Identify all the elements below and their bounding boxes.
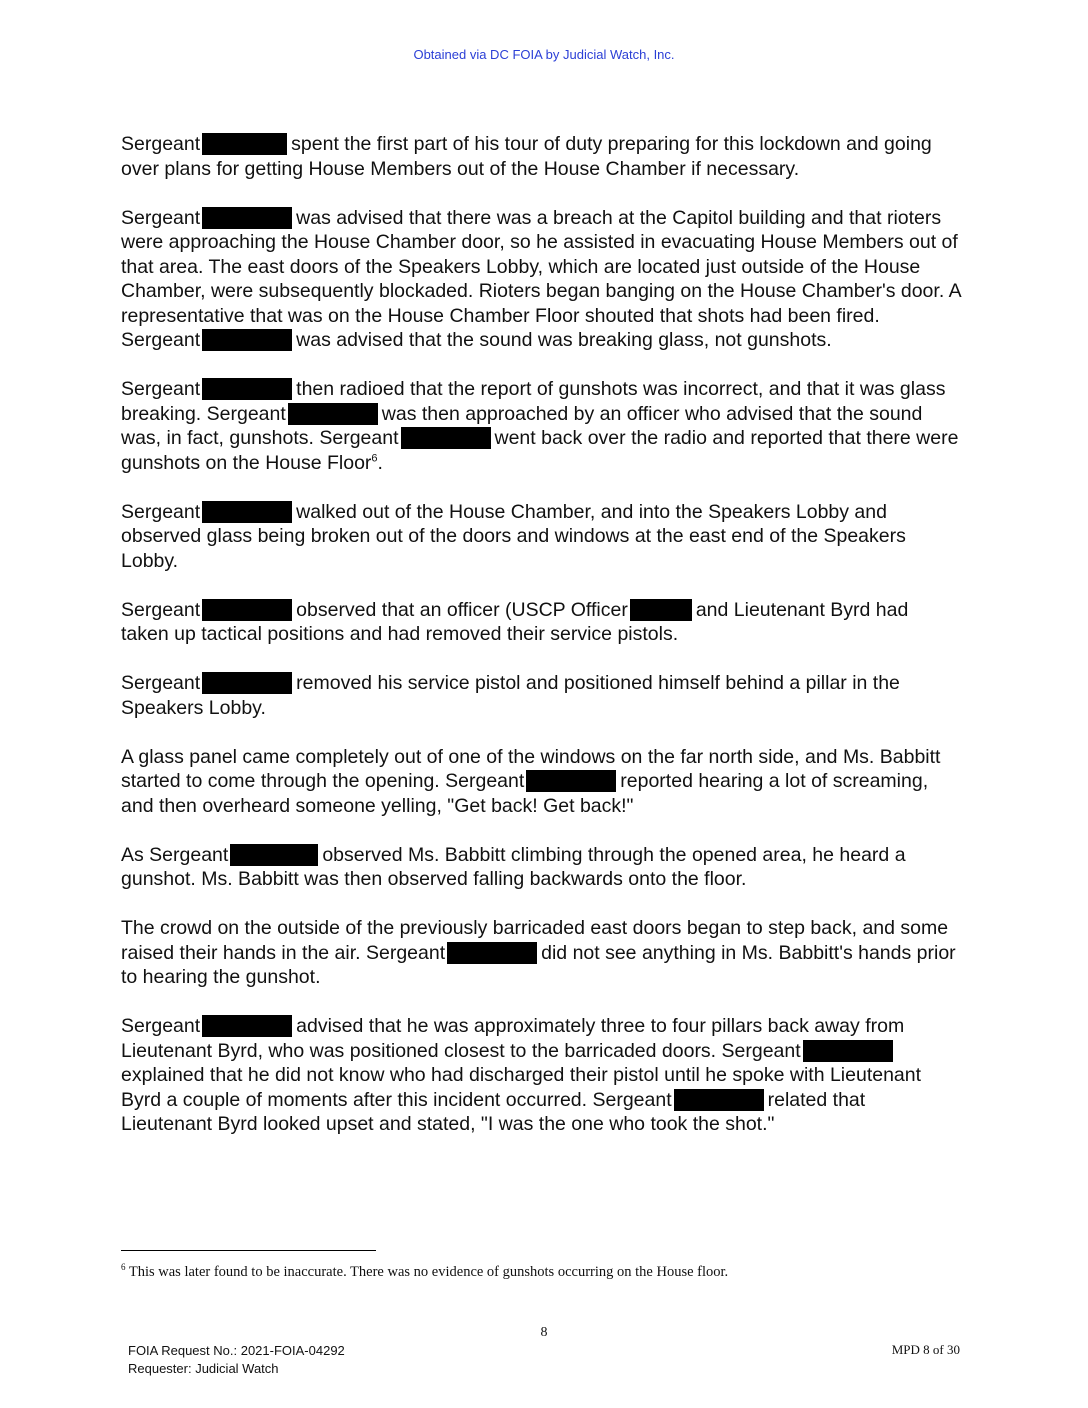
redaction-bar xyxy=(674,1089,764,1111)
text: walked out of the House Chamber, and into the Speakers Lobby and observed glass being broken out of the doors and windows at the east end of the Speakers Lobby. xyxy=(121,500,906,572)
paragraph-7 xyxy=(121,745,961,819)
redaction-bar xyxy=(202,599,292,621)
paragraph-3 xyxy=(121,377,961,475)
text: was advised that there was a breach at the Capitol building and that rioters were approaching the House Chamber door, so he assisted in evacuating House Members out of that area. The east doors of the Speakers Lobby, which are located just outside of the House Chamber, were subsequently blockaded. Rioters began banging on the House Chamber's door. A representative that was on the House Chamber Floor shouted that shots had been fired. Sergeant xyxy=(121,206,961,351)
text: removed his service pistol and positioned himself behind a pillar in the Speakers Lobby. xyxy=(121,672,900,719)
footnote-mark: 6 xyxy=(121,1262,126,1273)
text: The crowd on the outside of the previously barricaded east doors began to step back, and some raised their hands in the air. Sergeant xyxy=(121,917,949,964)
footnote xyxy=(121,1264,1021,1281)
footnote-text: This was later found to be inaccurate. There was no evidence of gunshots occurring on the House floor. xyxy=(128,1264,729,1280)
paragraph-8 xyxy=(121,843,961,892)
redaction-bar xyxy=(202,133,287,155)
paragraph-9 xyxy=(121,916,961,990)
text: was then approached by an officer who advised that the sound was, in fact, gunshots. Sergeant xyxy=(121,402,923,449)
paragraph-1 xyxy=(121,132,961,181)
redaction-bar xyxy=(447,942,537,964)
redaction-bar xyxy=(401,427,491,449)
paragraph-10 xyxy=(121,1014,961,1137)
text: Sergeant xyxy=(121,133,201,155)
text: A glass panel came completely out of one of the windows on the far north side, and Ms. Babbitt started to come through the opening. Sergeant xyxy=(121,745,941,792)
mpd-page-count: MPD 8 of 30 xyxy=(891,1342,960,1357)
text: Sergeant xyxy=(121,1015,201,1037)
text: then radioed that the report of gunshots was incorrect, and that it was glass breaking. Sergeant xyxy=(121,378,946,425)
text: Sergeant xyxy=(121,598,201,621)
text: and Lieutenant Byrd had taken up tactical positions and had removed their service pistols. xyxy=(121,598,909,645)
redaction-bar xyxy=(202,207,292,229)
text: was advised that the sound was breaking glass, not gunshots. xyxy=(296,329,832,351)
text: reported hearing a lot of screaming, and then overheard someone yelling, "Get back! Get back!" xyxy=(121,770,929,817)
footnote-divider xyxy=(121,1250,376,1251)
text: did not see anything in Ms. Babbitt's hands prior to hearing the gunshot. xyxy=(121,941,956,988)
foia-footer xyxy=(128,1342,345,1378)
redaction-bar xyxy=(803,1040,893,1062)
text: observed that an officer (USCP Officer xyxy=(296,598,628,621)
text: Sergeant xyxy=(121,672,201,694)
text: As Sergeant xyxy=(121,843,229,866)
text: advised that he was approximately three to four pillars back away from Lieutenant Byrd, who was positioned closest to the barricaded doors. Sergeant xyxy=(121,1015,905,1062)
text: related that Lieutenant Byrd looked upset and stated, "I was the one who took the shot." xyxy=(121,1088,866,1135)
redaction-bar xyxy=(230,844,318,866)
redaction-bar xyxy=(288,403,378,425)
text: Sergeant xyxy=(121,500,201,523)
paragraph-6 xyxy=(121,671,961,720)
page-number: 8 xyxy=(540,1325,548,1340)
redaction-bar xyxy=(202,1015,292,1037)
text: went back over the radio and reported that there were gunshots on the House Floor xyxy=(121,427,959,474)
footnote-ref: 6 xyxy=(371,452,378,464)
redaction-bar xyxy=(526,770,616,792)
redaction-bar xyxy=(202,329,292,351)
foia-request-number: FOIA Request No.: 2021-FOIA-04292 xyxy=(128,1343,345,1358)
watermark: Obtained via DC FOIA by Judicial Watch, Inc. xyxy=(413,47,675,62)
redaction-bar xyxy=(202,672,292,694)
text: spent the first part of his tour of duty preparing for this lockdown and going over plans for getting House Members out of the House Chamber if necessary. xyxy=(121,133,932,180)
paragraph-2 xyxy=(121,206,961,353)
text: observed Ms. Babbitt climbing through the opened area, he heard a gunshot. Ms. Babbitt was then observed falling backwards onto the floor. xyxy=(121,843,906,890)
paragraph-4 xyxy=(121,500,961,574)
text: Sergeant xyxy=(121,206,201,229)
text: explained that he did not know who had discharged their pistol until he spoke with Lieutenant Byrd a couple of moments after this incident occurred. Sergeant xyxy=(121,1064,922,1111)
paragraph-5 xyxy=(121,598,961,647)
text: Sergeant xyxy=(121,378,201,400)
text: . xyxy=(377,451,383,474)
requester: Requester: Judicial Watch xyxy=(128,1361,279,1376)
redaction-bar xyxy=(202,378,292,400)
redaction-bar xyxy=(630,599,692,621)
redaction-bar xyxy=(202,501,292,523)
document-body xyxy=(121,132,961,1161)
